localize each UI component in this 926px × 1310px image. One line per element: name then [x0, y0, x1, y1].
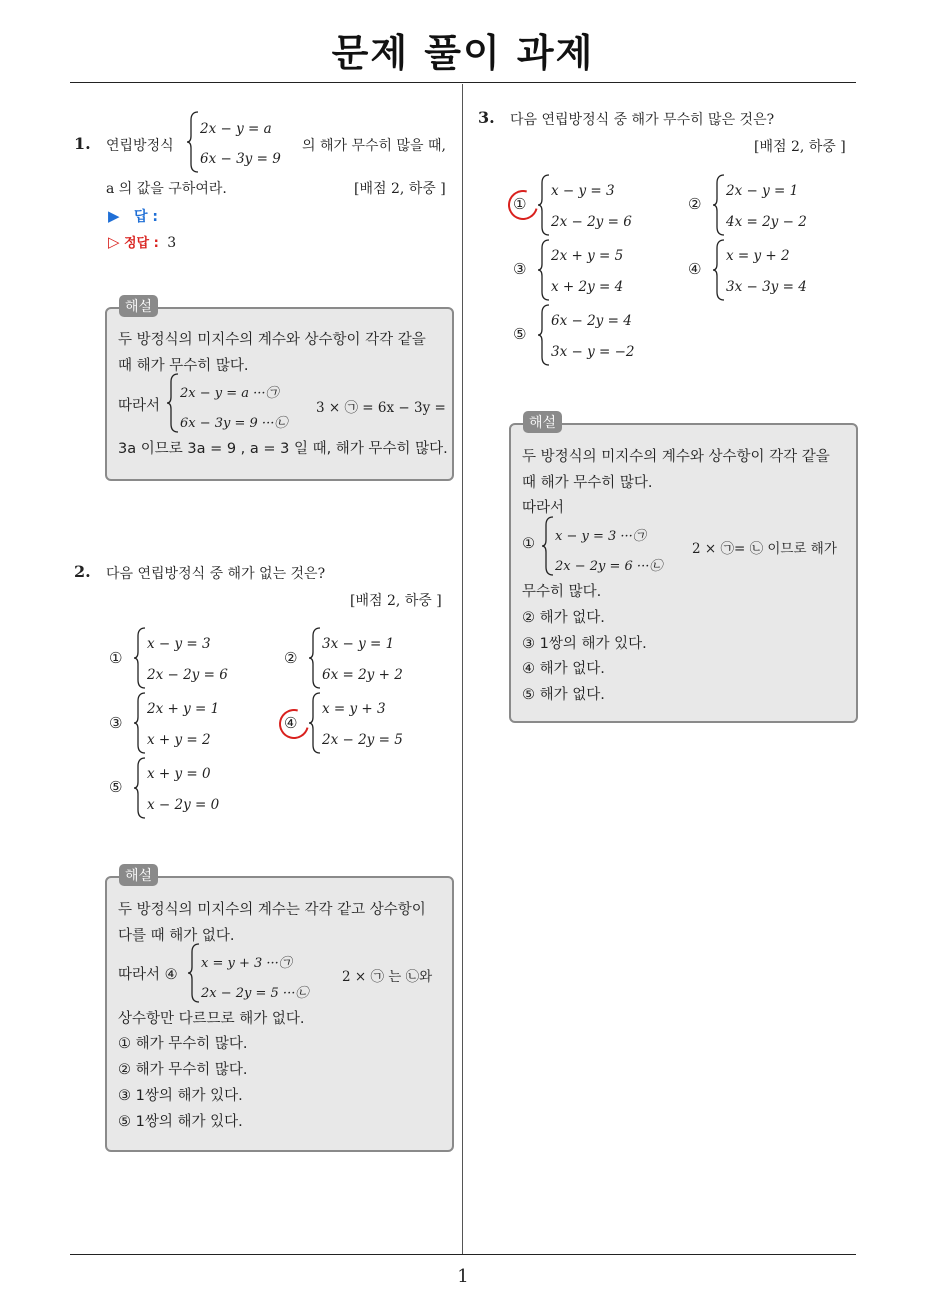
- solution-text: 3 × ㉠ = 6x − 3y =: [316, 400, 446, 416]
- equation-line: x + y = 2: [147, 732, 211, 748]
- question-text: 연립방정식: [106, 138, 174, 154]
- answer-label: 답 :: [134, 209, 158, 225]
- solution-tag: 해설: [523, 411, 562, 433]
- question-meta: [배점 2, 하중 ]: [350, 593, 442, 609]
- option-number[interactable]: ③: [513, 260, 527, 278]
- equation-line: 2x − 2y = 6: [551, 214, 632, 230]
- question-number: 1.: [74, 134, 91, 153]
- solution-text: 따라서: [522, 500, 565, 516]
- solution-item: ③ 1쌍의 해가 있다.: [118, 1088, 243, 1104]
- correct-label: 정답 :: [124, 236, 159, 251]
- equation-line: 6x − 2y = 4: [551, 313, 632, 329]
- solution-text: 무수히 많다.: [522, 584, 602, 600]
- equation-line: 2x − y = a: [200, 121, 272, 137]
- option-number[interactable]: ①: [513, 195, 527, 213]
- question-text: 의 해가 무수히 많을 때,: [302, 138, 446, 154]
- solution-text: 두 방정식의 미지수의 계수와 상수항이 각각 같을: [522, 449, 830, 465]
- solution-item: ⑤ 1쌍의 해가 있다.: [118, 1114, 243, 1130]
- left-brace-icon: [537, 173, 551, 237]
- equation-line: 2x − 2y = 5: [322, 732, 403, 748]
- solution-text: 2 × ㉠ 는 ㉡와: [342, 969, 433, 985]
- equation-line: 2x − 2y = 6: [147, 667, 228, 683]
- left-brace-icon: [133, 626, 147, 690]
- left-brace-icon: [712, 173, 726, 237]
- equation-line: 2x + y = 1: [147, 701, 220, 717]
- option-number[interactable]: ④: [284, 714, 298, 732]
- column-divider: [462, 84, 463, 1254]
- equation-line: 2x − 2y = 5 ···㉡: [201, 986, 309, 1001]
- option-number[interactable]: ④: [688, 260, 702, 278]
- triangle-icon: ▶: [108, 207, 120, 225]
- solution-item: ④ 해가 없다.: [522, 661, 605, 677]
- equation-line: x = y + 3: [322, 701, 386, 717]
- equation-line: 3x − 3y = 4: [726, 279, 807, 295]
- top-rule: [70, 82, 856, 83]
- correct-row: [108, 232, 176, 251]
- question-meta: [배점 2, 하중 ]: [754, 139, 846, 155]
- option-number[interactable]: ②: [688, 195, 702, 213]
- solution-text: 따라서: [118, 398, 161, 414]
- question-meta: [배점 2, 하중 ]: [354, 181, 446, 197]
- question-number: 2.: [74, 562, 91, 581]
- left-brace-icon: [712, 238, 726, 302]
- solution-item: ② 해가 없다.: [522, 610, 605, 626]
- solution-item: ② 해가 무수히 많다.: [118, 1062, 248, 1078]
- solution-text: 2 × ㉠= ㉡ 이므로 해가: [692, 541, 837, 557]
- option-number[interactable]: ①: [109, 649, 123, 667]
- left-brace-icon: [308, 691, 322, 755]
- correct-value: 3: [167, 235, 177, 251]
- equation-line: 6x − 3y = 9 ···㉡: [180, 416, 288, 431]
- solution-text: 상수항만 다르므로 해가 없다.: [118, 1011, 305, 1027]
- outline-triangle-icon: ▷: [108, 233, 120, 251]
- equation-line: 2x − y = a ···㉠: [180, 386, 279, 401]
- left-brace-icon: [537, 238, 551, 302]
- option-number[interactable]: ⑤: [109, 778, 123, 796]
- equation-line: x − y = 3: [551, 183, 615, 199]
- solution-item: ③ 1쌍의 해가 있다.: [522, 636, 647, 652]
- equation-line: 6x = 2y + 2: [322, 667, 403, 683]
- equation-line: 3x − y = 1: [322, 636, 395, 652]
- equation-line: x = y + 3 ···㉠: [201, 956, 292, 971]
- left-brace-icon: [187, 942, 201, 1004]
- answer-row: [108, 206, 158, 226]
- option-number[interactable]: ⑤: [513, 325, 527, 343]
- left-brace-icon: [186, 110, 200, 174]
- solution-text: 3a 이므로 3a = 9 , a = 3 일 때, 해가 무수히 많다.: [118, 441, 448, 457]
- solution-text: ①: [522, 536, 535, 552]
- question-text: 다음 연립방정식 중 해가 없는 것은?: [106, 566, 326, 582]
- solution-text: 따라서 ④: [118, 967, 178, 983]
- left-brace-icon: [166, 372, 180, 434]
- option-number[interactable]: ③: [109, 714, 123, 732]
- equation-line: 2x + y = 5: [551, 248, 624, 264]
- solution-item: ① 해가 무수히 많다.: [118, 1036, 248, 1052]
- left-brace-icon: [308, 626, 322, 690]
- equation-line: 2x − y = 1: [726, 183, 799, 199]
- solution-text: 두 방정식의 미지수의 계수는 각각 같고 상수항이: [118, 902, 426, 918]
- equation-line: 4x = 2y − 2: [726, 214, 807, 230]
- equation-line: 2x − 2y = 6 ···㉡: [555, 559, 663, 574]
- solution-tag: 해설: [119, 295, 158, 317]
- solution-text: 때 해가 무수히 많다.: [522, 475, 653, 491]
- left-brace-icon: [133, 756, 147, 820]
- solution-text: 다를 때 해가 없다.: [118, 928, 235, 944]
- solution-text: 때 해가 무수히 많다.: [118, 358, 249, 374]
- left-brace-icon: [541, 515, 555, 577]
- left-brace-icon: [133, 691, 147, 755]
- left-brace-icon: [537, 303, 551, 367]
- question-text: a 의 값을 구하여라.: [106, 181, 227, 197]
- solution-text: 두 방정식의 미지수의 계수와 상수항이 각각 같을: [118, 332, 426, 348]
- equation-line: x − 2y = 0: [147, 797, 220, 813]
- page-title: 문제 풀이 과제: [331, 31, 595, 75]
- equation-line: x + 2y = 4: [551, 279, 624, 295]
- equation-line: x − y = 3: [147, 636, 211, 652]
- solution-tag: 해설: [119, 864, 158, 886]
- option-number[interactable]: ②: [284, 649, 298, 667]
- equation-line: x + y = 0: [147, 766, 211, 782]
- page-number: 1: [457, 1266, 469, 1287]
- solution-item: ⑤ 해가 없다.: [522, 687, 605, 703]
- bottom-rule: [70, 1254, 856, 1255]
- question-number: 3.: [478, 108, 495, 127]
- equation-line: x − y = 3 ···㉠: [555, 529, 646, 544]
- equation-line: x = y + 2: [726, 248, 790, 264]
- equation-line: 6x − 3y = 9: [200, 151, 281, 167]
- question-text: 다음 연립방정식 중 해가 무수히 많은 것은?: [510, 112, 775, 128]
- equation-line: 3x − y = −2: [551, 344, 635, 360]
